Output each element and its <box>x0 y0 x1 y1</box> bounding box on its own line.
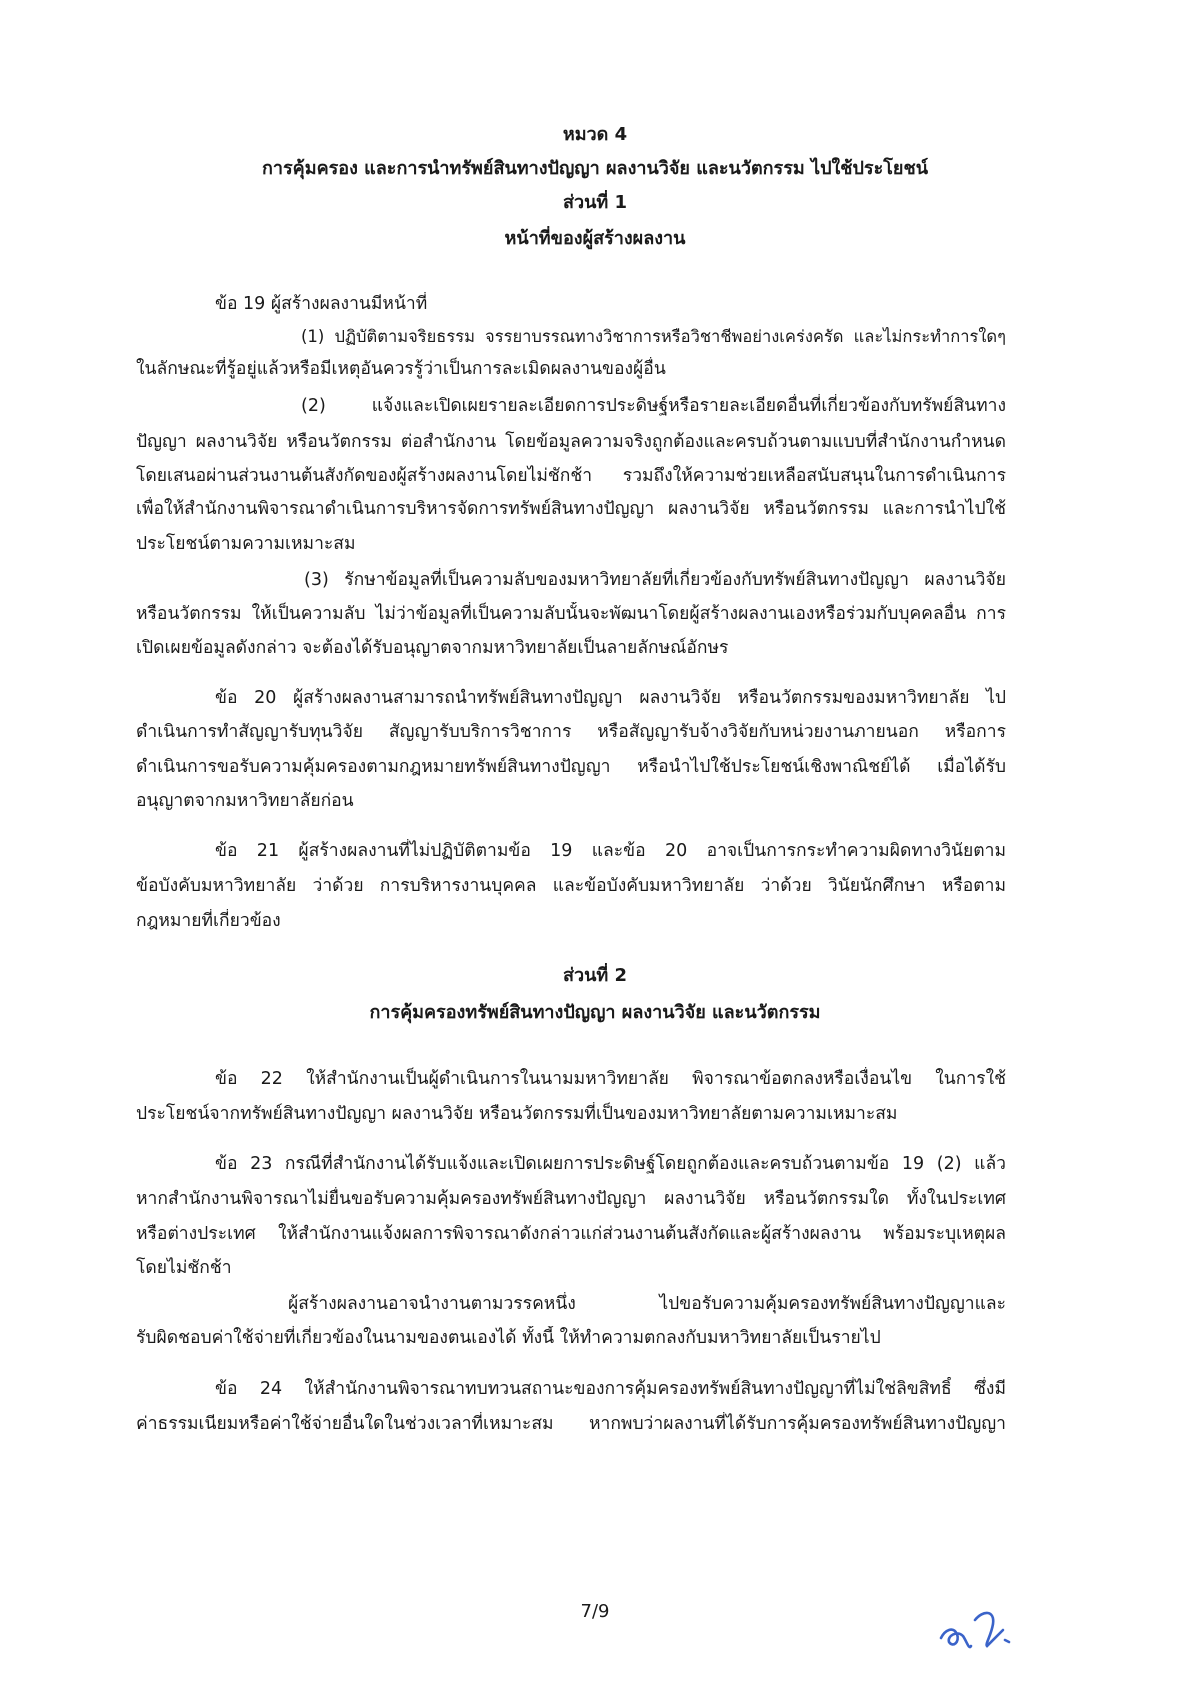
clause-24-line: ข้อ 24 ให้สำนักงานพิจารณาทบทวนสถานะของการคุ้มครองทรัพย์สินทางปัญญาที่ไม่ใช่ลิขสิทธิ์ ซึ่งมี <box>215 1379 1006 1399</box>
clause-20-line: ข้อ 20 ผู้สร้างผลงานสามารถนำทรัพย์สินทางปัญญา ผลงานวิจัย หรือนวัตกรรมของมหาวิทยาลัย ไป <box>215 688 1006 708</box>
clause-23-line: ข้อ 23 กรณีที่สำนักงานได้รับแจ้งและเปิดเผยการประดิษฐ์โดยถูกต้องและครบถ้วนตามข้อ 19 (2) แล้ว <box>215 1154 1006 1174</box>
clause-20-cont: ดำเนินการขอรับความคุ้มครองตามกฎหมายทรัพย์สินทางปัญญา หรือนำไปใช้ประโยชน์เชิงพาณิชย์ได้ เมื่อได้รับ <box>136 757 1006 777</box>
clause-19-item-2-cont: โดยเสนอผ่านส่วนงานต้นสังกัดของผู้สร้างผลงานโดยไม่ชักช้า รวมถึงให้ความช่วยเหลือสนับสนุนในการดำเนินการ <box>136 466 1006 486</box>
clause-19-line: ข้อ 19 ผู้สร้างผลงานมีหน้าที่ <box>215 294 428 314</box>
clause-19-item-3-cont: หรือนวัตกรรม ให้เป็นความลับ ไม่ว่าข้อมูลที่เป็นความลับนั้นจะพัฒนาโดยผู้สร้างผลงานเองหรือร่วมกับบุคคลอื่น การ <box>136 604 1006 624</box>
clause-24-cont: ค่าธรรมเนียมหรือค่าใช้จ่ายอื่นใดในช่วงเวลาที่เหมาะสม หากพบว่าผลงานที่ได้รับการคุ้มครองทรัพย์สินทางปัญญา <box>136 1414 1006 1434</box>
clause-19-item-2-cont: ปัญญา ผลงานวิจัย หรือนวัตกรรม ต่อสำนักงาน โดยข้อมูลความจริงถูกต้องและครบถ้วนตามแบบที่สำนักงานกำหนด <box>136 432 1006 452</box>
clause-19-item-3: (3) รักษาข้อมูลที่เป็นความลับของมหาวิทยาลัยที่เกี่ยวข้องกับทรัพย์สินทางปัญญา ผลงานวิจัย <box>304 570 1006 590</box>
clause-19-item-3-cont: เปิดเผยข้อมูลดังกล่าว จะต้องได้รับอนุญาตจากมหาวิทยาลัยเป็นลายลักษณ์อักษร <box>136 638 729 658</box>
chapter-subtitle: การคุ้มครอง และการนำทรัพย์สินทางปัญญา ผลงานวิจัย และนวัตกรรม ไปใช้ประโยชน์ <box>261 158 928 179</box>
clause-23-cont: โดยไม่ชักช้า <box>136 1258 232 1278</box>
part1-title: ส่วนที่ 1 <box>562 192 628 213</box>
part1-subtitle: หน้าที่ของผู้สร้างผลงาน <box>504 228 686 249</box>
chapter-title: หมวด 4 <box>562 124 628 145</box>
part2-title: ส่วนที่ 2 <box>562 965 628 986</box>
clause-19-item-2-cont: เพื่อให้สำนักงานพิจารณาดำเนินการบริหารจัดการทรัพย์สินทางปัญญา ผลงานวิจัย หรือนวัตกรรม และการนำไปใช้ <box>136 499 1006 519</box>
clause-21-cont: ข้อบังคับมหาวิทยาลัย ว่าด้วย การบริหารงานบุคคล และข้อบังคับมหาวิทยาลัย ว่าด้วย วินัยนักศึกษา หรือตาม <box>136 876 1006 896</box>
clause-20-cont: อนุญาตจากมหาวิทยาลัยก่อน <box>136 791 354 811</box>
clause-19-item-2-cont: ประโยชน์ตามความเหมาะสม <box>136 534 356 554</box>
clause-19-item-2: (2) แจ้งและเปิดเผยรายละเอียดการประดิษฐ์หรือรายละเอียดอื่นที่เกี่ยวข้องกับทรัพย์สินทาง <box>301 396 1006 416</box>
clause-22-cont: ประโยชน์จากทรัพย์สินทางปัญญา ผลงานวิจัย หรือนวัตกรรมที่เป็นของมหาวิทยาลัยตามความเหมาะสม <box>136 1104 898 1124</box>
signature-initials <box>935 1590 1045 1660</box>
clause-23-cont: หรือต่างประเทศ ให้สำนักงานแจ้งผลการพิจารณาดังกล่าวแก่ส่วนงานต้นสังกัดและผู้สร้างผลงาน พร้อมระบุเหตุผล <box>136 1224 1006 1244</box>
clause-21-line: ข้อ 21 ผู้สร้างผลงานที่ไม่ปฏิบัติตามข้อ 19 และข้อ 20 อาจเป็นการกระทำความผิดทางวินัยตาม <box>215 841 1006 861</box>
clause-23-paragraph-2: ผู้สร้างผลงานอาจนำงานตามวรรคหนึ่ง ไปขอรับความคุ้มครองทรัพย์สินทางปัญญาและ <box>288 1294 1006 1314</box>
clause-21-cont: กฎหมายที่เกี่ยวข้อง <box>136 911 281 931</box>
clause-19-item-1-cont: ในลักษณะที่รู้อยู่แล้วหรือมีเหตุอันควรรู้ว่าเป็นการละเมิดผลงานของผู้อื่น <box>136 359 666 379</box>
clause-23-paragraph-2-cont: รับผิดชอบค่าใช้จ่ายที่เกี่ยวข้องในนามของตนเองได้ ทั้งนี้ ให้ทำความตกลงกับมหาวิทยาลัยเป็นรายไป <box>136 1328 881 1348</box>
clause-19-item-1: (1) ปฏิบัติตามจริยธรรม จรรยาบรรณทางวิชาการหรือวิชาชีพอย่างเคร่งครัด และไม่กระทำการใดๆ <box>301 327 1006 346</box>
clause-22-line: ข้อ 22 ให้สำนักงานเป็นผู้ดำเนินการในนามมหาวิทยาลัย พิจารณาข้อตกลงหรือเงื่อนไข ในการใช้ <box>215 1069 1006 1089</box>
clause-23-cont: หากสำนักงานพิจารณาไม่ยื่นขอรับความคุ้มครองทรัพย์สินทางปัญญา ผลงานวิจัย หรือนวัตกรรมใด ทั้งในประเทศ <box>136 1189 1006 1209</box>
page-number: 7/9 <box>580 1601 610 1622</box>
part2-subtitle: การคุ้มครองทรัพย์สินทางปัญญา ผลงานวิจัย และนวัตกรรม <box>369 1002 821 1023</box>
clause-20-cont: ดำเนินการทำสัญญารับทุนวิจัย สัญญารับบริการวิชาการ หรือสัญญารับจ้างวิจัยกับหน่วยงานภายนอก หรือการ <box>136 722 1006 742</box>
